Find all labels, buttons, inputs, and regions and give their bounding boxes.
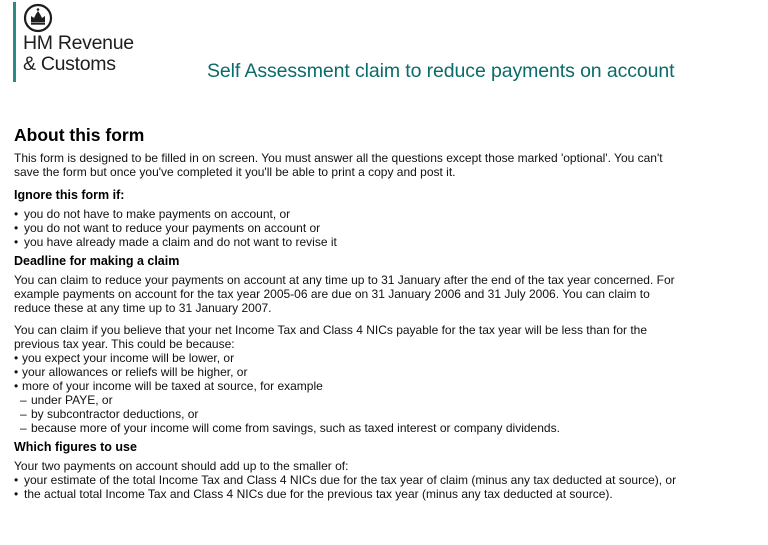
logo-text-line1: HM Revenue — [23, 32, 134, 54]
figures-heading: Which figures to use — [14, 440, 137, 454]
logo-text-line2: & Customs — [23, 53, 116, 75]
about-intro-line1: This form is designed to be filled in on screen. You must answer all the questions except those marked 'optional'. You can't — [14, 151, 663, 165]
deadline-para1-line3: reduce these at any time up to 31 January 2007. — [14, 301, 272, 315]
deadline-para1-line1: You can claim to reduce your payments on account at any time up to 31 January after the end of the tax year concerned. For — [14, 273, 675, 287]
hmrc-logo — [13, 2, 134, 82]
list-item: • you have already made a claim and do not want to revise it — [14, 235, 759, 249]
list-item: • you do not have to make payments on account, or — [14, 207, 759, 221]
list-item: • you expect your income will be lower, or — [14, 351, 759, 365]
deadline-para1-line2: example payments on account for the tax year 2005-06 are due on 31 January 2006 and 31 July 2006. You can claim to — [14, 287, 650, 301]
figures-intro: Your two payments on account should add up to the smaller of: — [14, 459, 349, 473]
deadline-paragraph-2 — [14, 323, 759, 351]
deadline-paragraph-1 — [14, 273, 759, 315]
list-item: • your estimate of the total Income Tax and Class 4 NICs due for the tax year of claim (minus any tax deducted at source), or — [14, 473, 759, 487]
figures-list — [14, 473, 759, 501]
deadline-para2-line1: You can claim if you believe that your net Income Tax and Class 4 NICs payable for the tax year will be less than for the — [14, 323, 648, 337]
about-intro-line2: save the form but once you've completed it you'll be able to print a copy and post it. — [14, 165, 456, 179]
sub-list-item: – by subcontractor deductions, or — [14, 407, 759, 421]
deadline-para2-line2: previous tax year. This could be because: — [14, 337, 235, 351]
list-item: • you do not want to reduce your payments on account or — [14, 221, 759, 235]
sub-list-item: – because more of your income will come from savings, such as taxed interest or company dividends. — [14, 421, 759, 435]
reasons-list — [14, 351, 759, 435]
list-item: • your allowances or reliefs will be higher, or — [14, 365, 759, 379]
page-header — [0, 0, 768, 112]
about-heading: About this form — [14, 125, 145, 145]
list-item: • more of your income will be taxed at source, for example — [14, 379, 759, 393]
page-title: Self Assessment claim to reduce payments on account — [207, 60, 675, 82]
about-intro — [14, 151, 759, 179]
ignore-list — [14, 207, 759, 249]
deadline-heading: Deadline for making a claim — [14, 254, 180, 268]
ignore-heading: Ignore this form if: — [14, 188, 125, 202]
list-item: • the actual total Income Tax and Class 4 NICs due for the previous tax year (minus any tax deducted at source). — [14, 487, 759, 501]
crown-icon — [23, 3, 53, 33]
sub-list-item: – under PAYE, or — [14, 393, 759, 407]
form-guidance — [14, 124, 759, 507]
